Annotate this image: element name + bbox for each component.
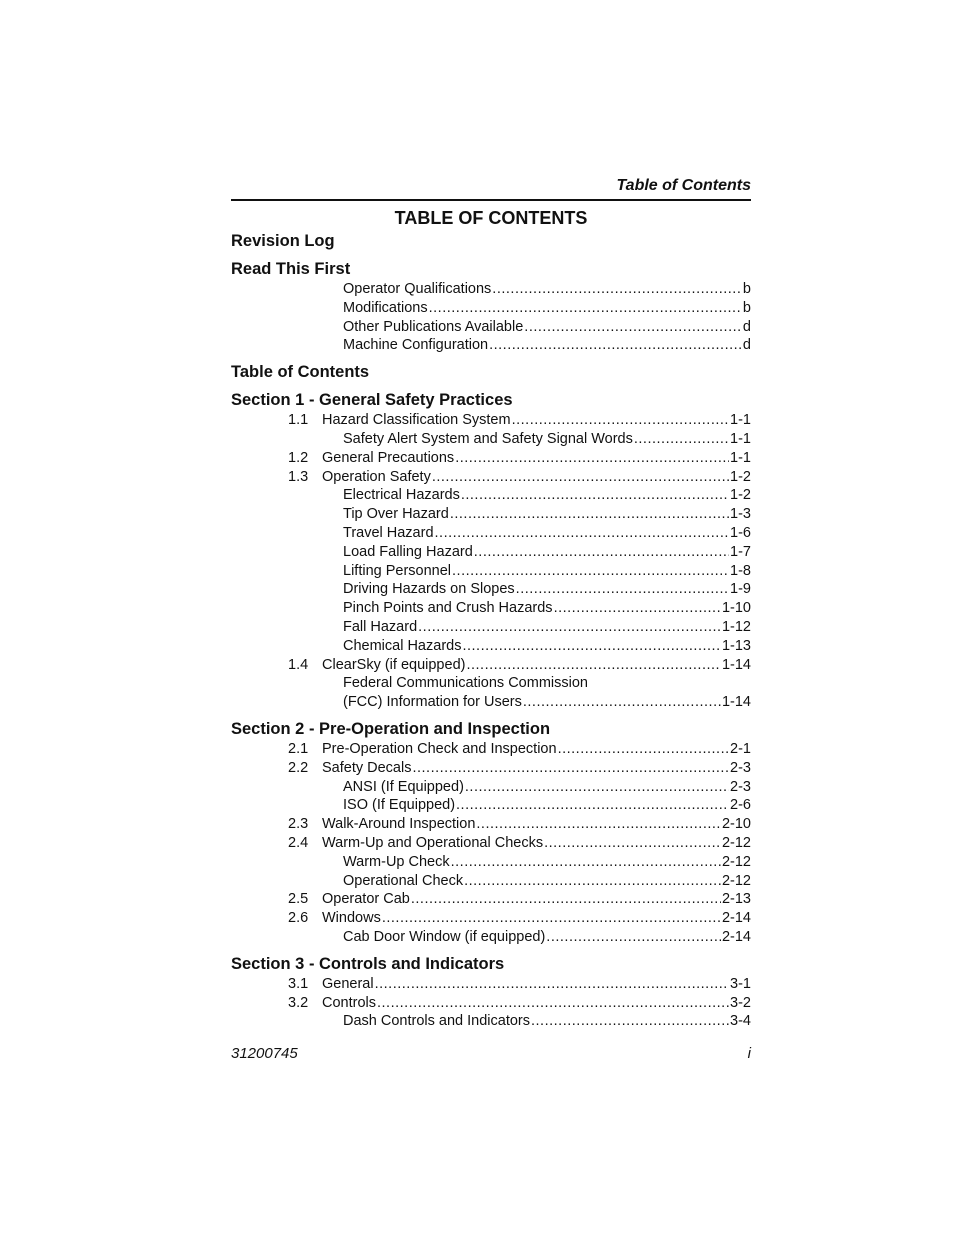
dot-leader xyxy=(531,1012,729,1031)
toc-entry-page: d xyxy=(742,337,751,354)
toc-entry[interactable] xyxy=(231,449,751,468)
toc-entry-title: Chemical Hazards xyxy=(343,637,462,654)
toc-entry-line xyxy=(343,280,751,299)
toc-entry[interactable] xyxy=(231,909,751,928)
toc-entry[interactable] xyxy=(231,618,751,637)
toc-entry-line xyxy=(343,486,751,505)
toc-entry-page: 1-12 xyxy=(721,618,751,635)
toc-entry-page: 2-12 xyxy=(721,834,751,851)
toc-entry-page: 1-1 xyxy=(730,412,751,429)
toc-entry-title: ClearSky (if equipped) xyxy=(322,656,466,673)
toc-entry-line xyxy=(322,740,751,759)
toc-entry-page: 2-6 xyxy=(730,797,751,814)
toc-entry[interactable] xyxy=(231,486,751,505)
toc-section xyxy=(231,719,751,947)
toc-entry[interactable] xyxy=(231,411,751,430)
toc-entry-line xyxy=(343,599,751,618)
toc-entry-title: Tip Over Hazard xyxy=(343,506,449,523)
toc-entry-page: 3-4 xyxy=(730,1013,751,1030)
toc-entry-page: 2-13 xyxy=(721,891,751,908)
toc-entry-page: 1-2 xyxy=(730,468,751,485)
toc-entry-page: 2-3 xyxy=(730,778,751,795)
toc-entry-line xyxy=(343,524,751,543)
toc-entry[interactable] xyxy=(231,318,751,337)
toc-entry[interactable] xyxy=(231,853,751,872)
toc-entry-title: General Precautions xyxy=(322,449,455,466)
toc-entry-line xyxy=(343,872,751,891)
toc-entry[interactable] xyxy=(231,796,751,815)
toc-entry[interactable] xyxy=(231,759,751,778)
page-title: TABLE OF CONTENTS xyxy=(394,208,588,228)
toc-entry-title: Other Publications Available xyxy=(343,318,524,335)
toc-entry[interactable] xyxy=(231,674,751,693)
toc-entry-line xyxy=(322,656,751,675)
toc-entry[interactable] xyxy=(231,1012,751,1031)
toc-entry-page: 1-7 xyxy=(730,543,751,560)
toc-entry-title: Warm-Up and Operational Checks xyxy=(322,834,544,851)
toc-entry[interactable] xyxy=(231,430,751,449)
toc-entry[interactable] xyxy=(231,693,751,712)
toc-entry-title: Electrical Hazards xyxy=(343,487,460,504)
toc-entry-page: 2-3 xyxy=(730,759,751,776)
toc-entry-page: 2-1 xyxy=(730,740,751,757)
toc-section-heading[interactable]: Revision Log xyxy=(231,232,335,250)
toc-entry[interactable] xyxy=(231,815,751,834)
dot-leader xyxy=(465,778,729,797)
toc-entry-line xyxy=(343,543,751,562)
toc-entry-line xyxy=(343,674,751,693)
toc-entry-line xyxy=(322,411,751,430)
dot-leader xyxy=(411,890,721,909)
dot-leader xyxy=(377,994,729,1013)
toc-entry-number: 1.1 xyxy=(288,412,309,429)
dot-leader xyxy=(375,975,729,994)
toc-entry-title: Walk-Around Inspection xyxy=(322,816,476,833)
toc-entry-title: ISO (If Equipped) xyxy=(343,797,456,814)
toc-section-heading[interactable]: Section 3 - Controls and Indicators xyxy=(231,954,505,973)
toc-entry-page: 3-1 xyxy=(730,975,751,992)
dot-leader xyxy=(492,280,742,299)
toc-entry-line xyxy=(322,890,751,909)
toc-entry-page: b xyxy=(742,281,751,297)
toc-section xyxy=(231,231,751,252)
toc-entry-line xyxy=(343,562,751,581)
toc-entry-page: 1-13 xyxy=(721,637,751,654)
toc-entry-title: Cab Door Window (if equipped) xyxy=(343,928,546,945)
toc-entry-title: Dash Controls and Indicators xyxy=(343,1013,530,1030)
dot-leader xyxy=(418,618,721,637)
dot-leader xyxy=(516,580,729,599)
toc-entry-page: b xyxy=(742,299,751,316)
toc-entry-title: Pre-Operation Check and Inspection xyxy=(322,740,557,757)
toc-entry-page: 2-12 xyxy=(721,872,751,889)
toc-entry-line xyxy=(343,336,751,355)
toc-entry-line xyxy=(343,853,751,872)
toc-entry-page: 1-1 xyxy=(730,449,751,466)
dot-leader xyxy=(464,872,721,891)
toc-entry[interactable] xyxy=(231,890,751,909)
dot-leader xyxy=(452,562,729,581)
toc-entry-number: 1.2 xyxy=(288,449,309,466)
dot-leader xyxy=(455,449,729,468)
toc-section-heading[interactable]: Table of Contents xyxy=(231,363,370,382)
toc-entry-title: Federal Communications Commission xyxy=(343,675,588,692)
toc-entry[interactable] xyxy=(231,975,751,994)
dot-leader xyxy=(461,486,729,505)
toc-entry[interactable] xyxy=(231,778,751,797)
toc-entry-line xyxy=(322,449,751,468)
dot-leader xyxy=(382,909,721,928)
header-rule xyxy=(231,199,751,201)
toc-entry-number: 2.2 xyxy=(288,759,309,776)
toc-entry-title: Driving Hazards on Slopes xyxy=(343,581,515,598)
toc-entry-title: Operator Qualifications xyxy=(343,281,492,297)
toc-entry[interactable] xyxy=(231,834,751,853)
dot-leader xyxy=(476,815,721,834)
dot-leader xyxy=(489,336,742,355)
toc-entry-title: Fall Hazard xyxy=(343,618,418,635)
toc-entry-number: 2.4 xyxy=(288,834,309,851)
dot-leader xyxy=(456,796,729,815)
toc-entry-number: 1.3 xyxy=(288,468,309,485)
toc-entry-line xyxy=(343,796,751,815)
dot-leader xyxy=(435,524,730,543)
dot-leader xyxy=(558,740,729,759)
toc-entry-number: 1.4 xyxy=(288,656,309,673)
toc-section xyxy=(231,362,751,383)
toc-entry-title: Warm-Up Check xyxy=(343,853,450,870)
toc-entry[interactable] xyxy=(231,336,751,355)
toc-entry-title: (FCC) Information for Users xyxy=(343,694,522,711)
toc-entry-page: 2-10 xyxy=(721,816,751,833)
toc-entry-title: Safety Decals xyxy=(322,759,412,776)
toc-entry-line xyxy=(343,505,751,524)
dot-leader xyxy=(466,656,721,675)
toc-entry-line xyxy=(343,637,751,656)
toc-entry[interactable] xyxy=(231,280,751,299)
toc-entry-number: 2.3 xyxy=(288,816,309,833)
toc-entry[interactable] xyxy=(231,299,751,318)
toc-entry[interactable] xyxy=(231,637,751,656)
toc-entry-page: 2-12 xyxy=(721,853,751,870)
toc-entry-title: ANSI (If Equipped) xyxy=(343,778,464,795)
dot-leader xyxy=(412,759,729,778)
toc-entry-page: 1-14 xyxy=(721,694,751,711)
toc-entry-title: Load Falling Hazard xyxy=(343,543,473,560)
dot-leader xyxy=(546,928,721,947)
toc-entry-number: 3.2 xyxy=(288,994,309,1011)
toc-entry-page: 1-10 xyxy=(721,600,751,617)
running-head: Table of Contents xyxy=(616,177,751,194)
dot-leader xyxy=(432,468,729,487)
toc-entry-page: 1-8 xyxy=(730,562,751,579)
toc-entry[interactable] xyxy=(231,928,751,947)
toc-entry-page: 1-3 xyxy=(730,506,751,523)
toc-section-heading[interactable]: Section 2 - Pre-Operation and Inspection xyxy=(231,719,551,738)
toc-entry[interactable] xyxy=(231,543,751,562)
toc-entry-line xyxy=(343,778,751,797)
toc-entry-line xyxy=(322,975,751,994)
toc-entry[interactable] xyxy=(231,872,751,891)
toc-entry-line xyxy=(343,318,751,337)
toc-section-heading[interactable]: Section 1 - General Safety Practices xyxy=(231,391,513,410)
toc-entry-title: Windows xyxy=(322,910,381,927)
dot-leader xyxy=(450,505,729,524)
toc-entry-line xyxy=(343,618,751,637)
toc-entry-number: 2.6 xyxy=(288,910,309,927)
toc-entry-line xyxy=(322,815,751,834)
toc-entry-line xyxy=(343,299,751,318)
toc-entry-title: Machine Configuration xyxy=(343,337,489,354)
document-number: 31200745 xyxy=(231,1045,298,1062)
dot-leader xyxy=(462,637,721,656)
toc-entry[interactable] xyxy=(231,994,751,1013)
dot-leader xyxy=(429,299,742,318)
toc-entry[interactable] xyxy=(231,580,751,599)
toc-section xyxy=(231,954,751,1031)
toc-entry[interactable] xyxy=(231,599,751,618)
toc-entry[interactable] xyxy=(231,505,751,524)
toc-section xyxy=(231,390,751,712)
toc-entry-line xyxy=(343,430,751,449)
toc-entry-number: 2.5 xyxy=(288,891,309,908)
toc-section xyxy=(231,259,751,355)
page-number: i xyxy=(747,1045,751,1062)
table-of-contents xyxy=(231,231,751,1038)
toc-entry-title: Operational Check xyxy=(343,872,464,889)
dot-leader xyxy=(451,853,721,872)
toc-entry-page: 1-9 xyxy=(730,581,751,598)
toc-entry-page: 3-2 xyxy=(730,994,751,1011)
toc-entry-line xyxy=(343,928,751,947)
toc-entry-title: Hazard Classification System xyxy=(322,412,511,429)
toc-entry-page: 1-6 xyxy=(730,524,751,541)
toc-entry[interactable] xyxy=(231,562,751,581)
dot-leader xyxy=(523,693,721,712)
toc-entry-page: 1-2 xyxy=(730,487,751,504)
toc-entry-page: 1-1 xyxy=(730,430,751,447)
toc-entry-line xyxy=(343,1012,751,1031)
toc-entry[interactable] xyxy=(231,524,751,543)
toc-entry-title: Modifications xyxy=(343,299,428,316)
toc-entry-title: Safety Alert System and Safety Signal Words xyxy=(343,430,633,447)
toc-entry-line xyxy=(322,468,751,487)
toc-entry-page: 2-14 xyxy=(721,928,751,945)
toc-entry[interactable] xyxy=(231,656,751,675)
toc-entry-title: Operator Cab xyxy=(322,891,410,908)
toc-entry-number: 2.1 xyxy=(288,740,309,757)
toc-entry[interactable] xyxy=(231,468,751,487)
toc-entry-number: 3.1 xyxy=(288,975,309,992)
toc-entry-page: d xyxy=(742,318,751,335)
toc-entry-title: Pinch Points and Crush Hazards xyxy=(343,600,553,617)
toc-entry-title: Lifting Personnel xyxy=(343,562,452,579)
toc-entry-line xyxy=(343,580,751,599)
dot-leader xyxy=(544,834,721,853)
toc-entry-line xyxy=(322,759,751,778)
toc-entry-page: 2-14 xyxy=(721,910,751,927)
toc-entry-page: 1-14 xyxy=(721,656,751,673)
dot-leader xyxy=(554,599,721,618)
toc-entry-title: Travel Hazard xyxy=(343,524,434,541)
toc-entry-line xyxy=(322,834,751,853)
dot-leader xyxy=(474,543,729,562)
dot-leader xyxy=(512,411,729,430)
toc-section-heading[interactable]: Read This First xyxy=(231,260,351,278)
toc-entry-title: Operation Safety xyxy=(322,468,431,485)
toc-entry-line xyxy=(322,909,751,928)
toc-entry-title: General xyxy=(322,975,374,992)
toc-entry-title: Controls xyxy=(322,994,376,1011)
toc-entry[interactable] xyxy=(231,740,751,759)
toc-entry-line xyxy=(343,693,751,712)
dot-leader xyxy=(634,430,729,449)
toc-entry-line xyxy=(322,994,751,1013)
dot-leader xyxy=(524,318,742,337)
